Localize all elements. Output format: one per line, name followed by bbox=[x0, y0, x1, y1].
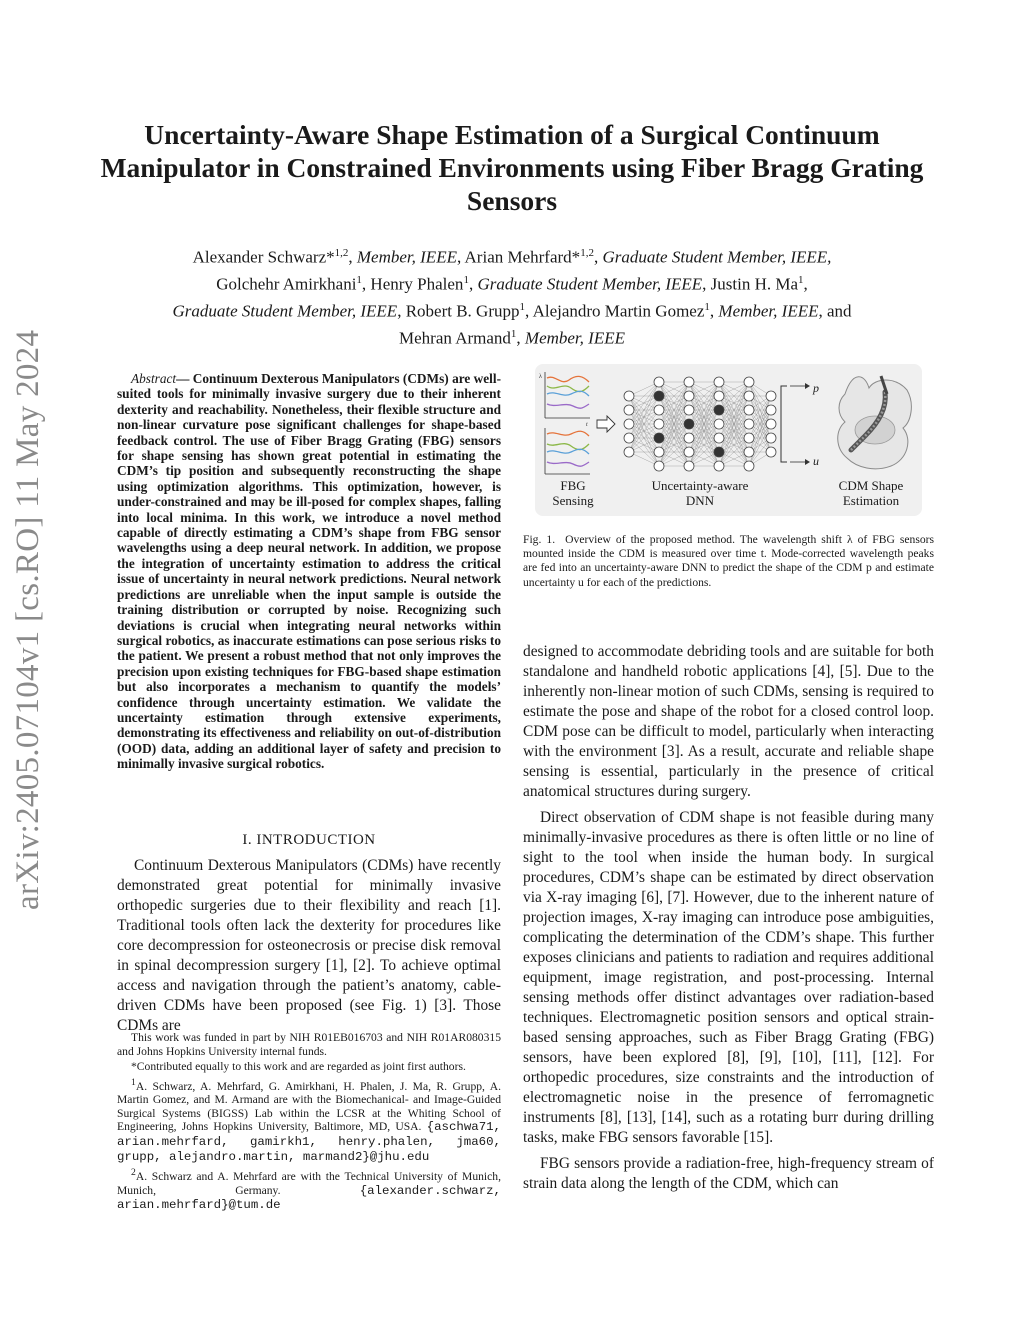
author-name: Henry Phalen bbox=[370, 274, 464, 294]
nn-connection bbox=[629, 382, 659, 452]
nn-node bbox=[714, 391, 724, 401]
author-affiliation: 1,2 bbox=[580, 247, 594, 259]
author-role: Graduate Student Member, IEEE bbox=[172, 301, 398, 321]
author-name: Golchehr Amirkhani bbox=[216, 274, 357, 294]
nn-node bbox=[624, 447, 634, 457]
nn-node bbox=[624, 405, 634, 415]
abstract bbox=[117, 371, 501, 772]
arrow-icon bbox=[597, 416, 615, 432]
caption-label: Fig. 1. bbox=[523, 533, 556, 546]
author-name: Alexander Schwarz* bbox=[192, 247, 335, 267]
axis-label-t: t bbox=[586, 422, 588, 428]
author-name: Alejandro Martin Gomez bbox=[532, 301, 705, 321]
nn-node bbox=[714, 377, 724, 387]
fbg-signal-plot-bottom bbox=[545, 428, 590, 474]
fbg-signal-plot-top bbox=[545, 372, 590, 418]
figure-caption bbox=[523, 533, 934, 590]
nn-node bbox=[684, 405, 694, 415]
nn-node bbox=[684, 433, 694, 443]
author-role: Member, IEEE bbox=[718, 301, 819, 321]
nn-node bbox=[744, 461, 754, 471]
nn-node bbox=[654, 461, 664, 471]
nn-node bbox=[766, 405, 776, 415]
nn-node bbox=[714, 405, 724, 415]
nn-node bbox=[624, 391, 634, 401]
caption-text: Overview of the proposed method. The wavelength shift λ of FBG sensors mounted inside the CDM is measured over time t. Mode-corrected wavelength peaks are fed into an uncertainty-aware DNN to predict the shape of the CDM p and estimate uncertainty u for each of the predictions. bbox=[523, 533, 934, 589]
arxiv-identifier: arXiv:2405.07104v1 [cs.RO] 11 May 2024 bbox=[10, 329, 46, 910]
nn-node bbox=[684, 447, 694, 457]
author-affiliation: 1,2 bbox=[334, 247, 349, 259]
abstract-label: Abstract bbox=[131, 371, 177, 386]
footnote-equal-contribution: *Contributed equally to this work and are regarded as joint first authors. bbox=[131, 1060, 466, 1074]
figure-label-dnn: Uncertainty-aware DNN bbox=[651, 478, 749, 508]
nn-node bbox=[684, 419, 694, 429]
paragraph: FBG sensors provide a radiation-free, high-frequency stream of strain data along the length of the CDM, which can bbox=[523, 1155, 934, 1192]
nn-node bbox=[744, 447, 754, 457]
output-u-label: u bbox=[813, 454, 819, 468]
author-name: Robert B. Grupp bbox=[405, 301, 520, 321]
nn-node bbox=[766, 433, 776, 443]
author-role: Member, IEEE bbox=[524, 329, 625, 349]
nn-node bbox=[684, 461, 694, 471]
author-affiliation: 1 bbox=[356, 274, 362, 287]
axis-label-lambda: λ bbox=[539, 374, 542, 380]
nn-node bbox=[766, 447, 776, 457]
author-name: Mehran Armand bbox=[399, 329, 511, 349]
author-affiliation: 1 bbox=[798, 274, 804, 287]
nn-node bbox=[744, 433, 754, 443]
email-list: {aschwa71, arian.mehrfard, gamirkh1, henry.phalen, jma60, grupp, alejandro.martin, marmand2}@jhu.edu bbox=[117, 1120, 501, 1164]
email-list: {alexander.schwarz, arian.mehrfard}@tum.de bbox=[117, 1183, 501, 1213]
figure-1 bbox=[535, 364, 922, 516]
paragraph: Continuum Dexterous Manipulators (CDMs) have recently demonstrated great potential for minimally invasive orthopedic surgeries due to their flexibility and reach [1]. Traditional tools often lack the dexterity for procedures like core decompression for osteonecrosis or precise disk removal in spinal decompression surgery [1], [2]. To achieve optimal access and navigation through the patient’s anatomy, cable-driven CDMs have been proposed (see Fig. 1) [3]. Those CDMs are bbox=[117, 857, 501, 1034]
nn-node bbox=[654, 377, 664, 387]
author-affiliation: 1 bbox=[519, 301, 525, 314]
paper-title: Uncertainty-Aware Shape Estimation of a Surgical Continuum Manipulator in Constrained Environments using Fiber Bragg Grating Sensors bbox=[100, 119, 924, 216]
nn-node bbox=[624, 433, 634, 443]
figure-label-cdm: CDM Shape Estimation bbox=[838, 478, 904, 508]
footnote-affiliation-1: $^1$A. Schwarz, A. Mehrfard, G. Amirkhani, H. Phalen, J. Ma, R. Grupp, A. Martin Gomez, and M. Armand are with the Biomechanical- and Image-Guided Surgical Systems (BIGSS) Lab within the LCSR at the Whiting School of Engineering, Johns Hopkins University, Baltimore, MD, USA. {aschwa71, arian.mehrfard, gamirkh1, henry.phalen, jma60, grupp, alejandro.martin, marmand2}@jhu.edu bbox=[117, 1076, 501, 1164]
paragraph: designed to accommodate debriding tools and are suitable for both standalone and handheld robotic applications [4], [5]. Due to the inherently non-linear motion of such CDMs, sensing is required to estimate the pose and shape of the robot for a closed control loop. CDM pose can be difficult to model, particularly when interacting with the environment [3]. As a result, accurate and reliable shape sensing is essential, particularly in the presence of critical anatomical structures during surgery. bbox=[523, 643, 934, 800]
nn-node bbox=[766, 391, 776, 401]
nn-node bbox=[714, 419, 724, 429]
paragraph: Direct observation of CDM shape is not feasible during many minimally-invasive procedures as there is often little or no line of sight to the tool when inside the human body. In surgical procedures, CDM’s shape can be estimated by direct observation via X-ray imaging [6], [7]. However, due to the inherent nature of projection images, X-ray imaging can introduce pose ambiguities, complicating the determination of the CDM’s shape. This further exposes clinicians and patients to radiation and requires additional equipment, image registration, and post-processing. Internal sensing methods offer distinct advantages over radiation-based techniques. Electromagnetic position sensors and optical strain-based sensing approaches, such as Fiber Bragg Grating (FBG) sensors, have been explored [8], [9], [10], [11], [12]. For orthopedic procedures, size constraints and the introduction of electromagnetic noise in the presence of ferromagnetic instruments [8], [13], [14], such as a rotating burr during drilling tasks, make FBG sensors favorable [15]. bbox=[523, 809, 934, 1146]
nn-node bbox=[714, 461, 724, 471]
nn-node bbox=[654, 419, 664, 429]
right-column-text bbox=[523, 642, 934, 1194]
output-p-label: p bbox=[813, 381, 819, 395]
nn-node bbox=[654, 405, 664, 415]
nn-node bbox=[684, 377, 694, 387]
author-affiliation: 1 bbox=[704, 301, 710, 314]
nn-node bbox=[766, 419, 776, 429]
nn-connection bbox=[749, 424, 771, 466]
footnote-funding: This work was funded in part by NIH R01EB016703 and NIH R01AR080315 and Johns Hopkins University internal funds. bbox=[117, 1031, 501, 1058]
abstract-text: — Continuum Dexterous Manipulators (CDMs) are well-suited tools for minimally invasive surgery due to their inherent dexterity and reachability. Nonetheless, their flexible structure and non-linear curvature pose significant challenges for shape-based feedback control. The use of Fiber Bragg Grating (FBG) sensors for shape sensing has shown great potential in estimating the CDM’s tip position and subsequently reconstructing the shape using optimization algorithms. This optimization, however, is under-constrained and may be ill-posed for complex shapes, falling into local minima. In this work, we introduce a novel method capable of directly estimating a CDM’s shape from FBG sensor wavelengths using a deep neural network. In addition, we propose the integration of uncertainty estimation to address the critical issue of uncertainty in neural network predictions. Neural network predictions are unreliable when the input sample is outside the training distribution or corrupted by noise. Recognizing such deviations is crucial when integrating neural networks within surgical robotics, as inaccurate estimations can pose serious risks to the patient. We present a robust method that not only improves the precision upon existing techniques for FBG-based shape estimation but also incorporates a mechanism to quantify the models’ confidence through uncertainty estimation. We validate the uncertainty estimation through extensive experiments, demonstrating its effectiveness and reliability on out-of-distribution (OOD) data, adding an additional layer of safety and precision to minimally invasive surgical robotics. bbox=[117, 371, 501, 772]
nn-node bbox=[744, 405, 754, 415]
footnotes bbox=[117, 1031, 501, 1215]
vertebra-illustration bbox=[838, 376, 912, 469]
nn-node bbox=[654, 433, 664, 443]
introduction-text bbox=[117, 856, 501, 1036]
section-heading: I. INTRODUCTION bbox=[242, 832, 376, 848]
author-role: Member, IEEE bbox=[356, 247, 457, 267]
nn-connection bbox=[629, 382, 659, 424]
author-role: Graduate Student Member, IEEE, bbox=[602, 247, 832, 267]
nn-node bbox=[744, 377, 754, 387]
nn-node bbox=[684, 391, 694, 401]
footnote-affiliation-2: $^2$A. Schwarz and A. Mehrfard are with the Technical University of Munich, Munich, Germany. {alexander.schwarz, arian.mehrfard}@tum.de bbox=[117, 1167, 501, 1213]
author-name: Justin H. Ma bbox=[710, 274, 799, 294]
figure-label-fbg: FBG Sensing bbox=[552, 478, 594, 508]
nn-node bbox=[744, 419, 754, 429]
nn-node bbox=[744, 391, 754, 401]
nn-node bbox=[654, 447, 664, 457]
nn-node bbox=[624, 419, 634, 429]
author-list: Alexander Schwarz*$^{1,2}$, Member, IEEE, Arian Mehrfard*$^{1,2}$, Graduate Student Member, IEEE, Golchehr Amirkhani$^1$, Henry Phalen$^1$, Graduate Student Member, IEEE, Justin H. Ma$^1$, Graduate Student Member, IEEE, Robert B. Grupp$^1$, Alejandro Martin Gomez$^1$, Member, IEEE, and Mehran Armand$^1$, Member, IEEE bbox=[172, 247, 852, 349]
author-name: Arian Mehrfard* bbox=[464, 247, 581, 267]
author-affiliation: 1 bbox=[463, 274, 469, 287]
nn-node bbox=[654, 391, 664, 401]
nn-node bbox=[714, 433, 724, 443]
author-affiliation: 1 bbox=[510, 328, 517, 341]
author-role: Graduate Student Member, IEEE bbox=[477, 274, 703, 294]
nn-node bbox=[714, 447, 724, 457]
